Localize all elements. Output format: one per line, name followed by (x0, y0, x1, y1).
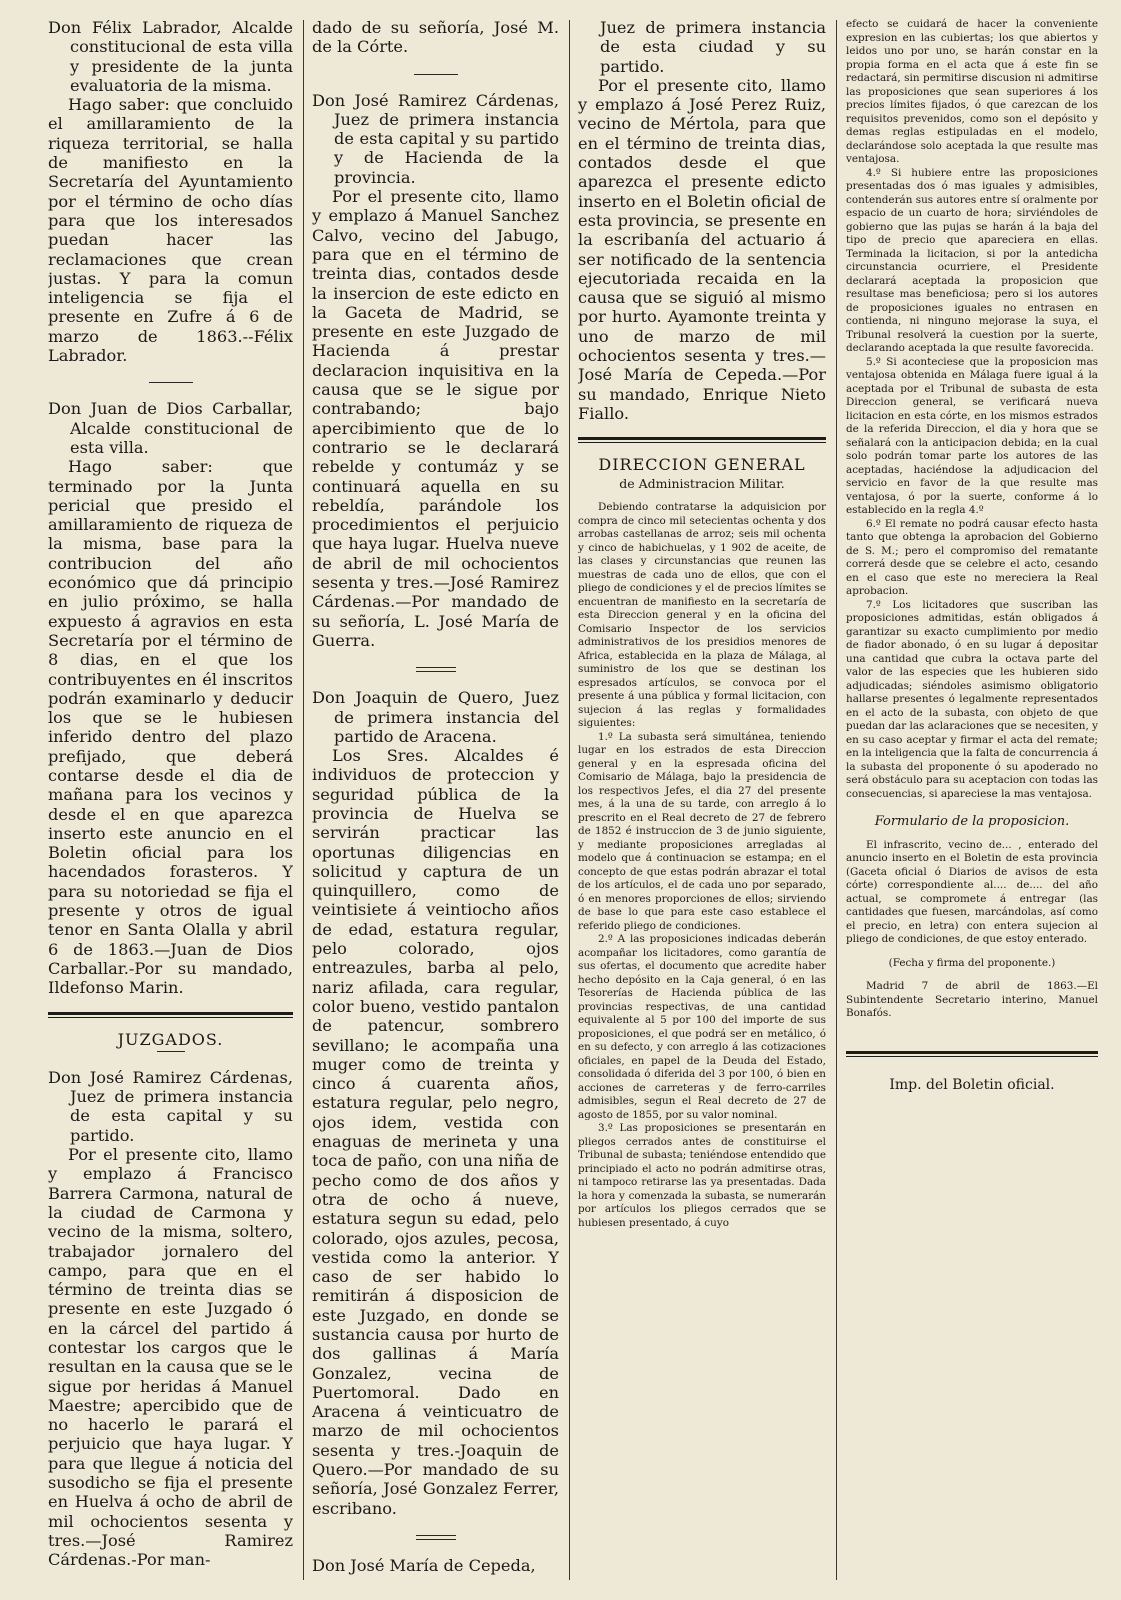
double-separator-rule (416, 667, 456, 672)
column-3 (578, 18, 826, 1592)
separator-rule (149, 382, 193, 383)
title-rule (157, 1051, 185, 1052)
column-1 (48, 18, 293, 1592)
form-signature: (Fecha y firma del proponente.) (888, 956, 1056, 969)
notice-header: Don José Ramirez Cárdenas, Juez de primera instancia de esta capital y su partido y de Hacienda de la provincia. (312, 90, 559, 187)
notice-header: Don José María de Cepeda, (312, 1555, 536, 1575)
section-title-direccion: DIRECCION GENERAL (598, 455, 806, 475)
notice-header: Don Joaquin de Quero, Juez de primera instancia del partido de Aracena. (312, 688, 559, 746)
notice-body: Por el presente cito, llamo y emplazo á Manuel Sanchez Calvo, vecino del Jabugo, para que en el término de treinta dias, contados desde la insercion de este edicto en la Gaceta de Madrid, se presente en este Juzgado de Hacienda á prestar declaracion inquisitiva en la causa que se le sigue por contrabando; bajo apercibimiento que de lo contrario se le declarará rebelde y contumáz y se continuará aquella en su rebeldía, parándole los procedimientos el perjuicio que haya lugar. Huelva nueve de abril de mil ochocientos sesenta y tres.—José Ramirez Cárdenas.—Por mandado de su señoría, L. José María de Guerra. (312, 187, 559, 650)
form-body: El infrascrito, vecino de... , enterado del anuncio inserto en el Boletin de esta provincia (Gaceta oficial ó Diarios de avisos de esta córte) correspondiente al.... de.... del año actual, se compromete á entregar (las cantidades que fuesen, marcándolas, así como el precio, en letra) con entera sujecion al pliego de condiciones, de que estoy enterado. (846, 838, 1098, 945)
notice-body: Hago saber: que concluido el amillaramiento de la riqueza territorial, se halla de manifiesto en la Secretaría del Ayuntamiento por el término de ocho días para que los interesados puedan hacer las reclamaciones que crean justas. Y para la comun inteligencia se fija el presente en Zufre á 6 de marzo de 1863.--Félix Labrador. (48, 95, 293, 366)
announcement-intro: Debiendo contratarse la adquisicion por compra de cinco mil setecientas ochenta y dos arrobas castellanas de arroz; seis mil ochenta y cinco de habichuelas, y 1 902 de aceite, de las clases y circunstancias que reunen las muestras de cada uno de ellos, que con el pliego de condiciones y el de precios límites se encuentran de manifiesto en la secretaría de esta Direccion general y en la oficina del Comisario Inspector de los servicios administrativos de los presidios menores de Africa, establecida en la plaza de Málaga, al suministro de los que se destinan los espresados artículos, se convoca por el presente á una pública y formal licitacion, con sujecion á las reglas y formalidades siguientes: (578, 501, 826, 730)
notice-header: Don Juan de Dios Carballar, Alcalde constitucional de esta villa. (48, 399, 293, 457)
rule-6: 6.º El remate no podrá causar efecto hasta tanto que obtenga la aprobacion del Gobierno de S. M.; pero el compromiso del rematante correrá desde que se celebre el acto, cesando en el caso que este no mereciera la Real aprobacion. (846, 517, 1098, 597)
column-4 (846, 18, 1098, 1592)
footer-rule (846, 1051, 1098, 1057)
notice-continuation: Juez de primera instancia de esta ciudad y su partido. (600, 18, 826, 76)
form-title: Formulario de la proposicion. (874, 814, 1070, 829)
notice-body: Por el presente cito, llamo y emplazo á José Perez Ruiz, vecino de Mértola, para que en el término de treinta dias, contados desde el que aparezca el presente edicto inserto en el Boletin oficial de esta provincia, se presente en la escribanía del actuario á ser notificado de la sentencia ejecutoriada recaida en la causa que se siguió al mismo por hurto. Ayamonte treinta y uno de marzo de mil ochocientos sesenta y tres.—José María de Cepeda.—Por su mandado, Enrique Nieto Fiallo. (578, 75, 826, 423)
separator-rule (414, 74, 458, 75)
column-rule (836, 20, 837, 1580)
rule-7: 7.º Los licitadores que suscriban las proposiciones admitidas, están obligados á garantizar su exacto cumplimiento por medio de fiador abonado, ó en su lugar á depositar una cantidad que cubra la octava parte del valor de las especies que les hubieren sido adjudicadas; siéndoles asimismo obligatorio hallarse presentes ó legalmente representados en el acto de la subasta, con objeto de que puedan dar las aclaraciones que se necesiten, y en su caso aceptar y firmar el acta del remate; en la inteligencia que la falta de concurrencia á la subasta del proponente ó su apoderado no será obstáculo para su aceptacion con todas las consecuencias, si apareciese la mas ventajosa. (846, 598, 1098, 800)
section-rule (48, 1012, 293, 1018)
section-rule (578, 437, 826, 443)
column-rule (569, 20, 570, 1580)
notice-body: Hago saber: que terminado por la Junta pericial que presido el amillaramiento de riqueza de la misma, base para la contribucion del año económico que dá principio en julio próximo, se halla expuesto á agravios en esta Secretaría por el término de 8 dias, en el que los contribuyentes en él inscritos podrán examinarlo y deducir los que se le hubiesen inferido dentro del plazo prefijado, que deberá contarse desde el dia de mañana para los vecinos y desde el en que aparezca inserto este anuncio en el Boletin oficial para los hacendados forasteros. Y para su notoriedad se fija el presente y otros de igual tenor en Santa Olalla y abril 6 de 1863.—Juan de Dios Carballar.-Por su mandado, Ildefonso Marin. (48, 457, 293, 998)
notice-continuation: dado de su señoría, José M. de la Córte. (312, 18, 559, 57)
notice-header: Don José Ramirez Cárdenas, Juez de primera instancia de esta capital y su partido. (48, 1067, 293, 1145)
notice-body: Los Sres. Alcaldes é individuos de proteccion y seguridad pública de la provincia de Huelva se servirán practicar las oportunas diligencias en solicitud y captura de un quinquillero, como de veintisiete á veintiocho años de edad, estatura regular, pelo colorado, ojos entreazules, barba al pelo, nariz afilada, cara regular, color bueno, vestido pantalon de patencur, sombrero sevillano; le acompaña una muger como de treinta y cinco á cuarenta años, estatura regular, pelo negro, ojos idem, vestida con enaguas de merineta y una toca de paño, con una niña de pecho como de dos años y otra de ocho á nueve, estatura segun su edad, pelo colorado, ojos azules, pecosa, vestida como la anterior. Y caso de ser habido lo remitirán á disposicion de este Juzgado, en donde se sustancia causa por hurto de dos gallinas á María Gonzalez, vecina de Puertomoral. Dado en Aracena á veinticuatro de marzo de mil ochocientos sesenta y tres.-Joaquin de Quero.—Por mandado de su señoría, José Gonzalez Ferrer, escribano. (312, 746, 559, 1518)
notice-header: Don Félix Labrador, Alcalde constitucional de esta villa y presidente de la junta evaluatoria de la misma. (48, 18, 293, 95)
column-2 (312, 18, 559, 1592)
imprint: Imp. del Boletin oficial. (889, 1076, 1055, 1093)
rule-3: 3.º Las proposiciones se presentarán en pliegos cerrados antes de constituirse el Tribunal de subasta; teniéndose entendido que principiado el acto no podrán admitirse otras, ni tampoco retirarse las ya presentadas. Dada la hora y comenzada la subasta, se numerarán por artículos los pliegos cerrados que se hubiesen presentado, á cuyo (578, 1122, 826, 1229)
rule-1: 1.º La subasta será simultánea, teniendo lugar en los estrados de esta Direccion general y en la espresada oficina del Comisario de Málaga, bajo la presidencia de los respectivos Jefes, el dia 27 del presente mes, á la una de su tarde, con arreglo á lo prescrito en el Real decreto de 27 de febrero de 1852 é instruccion de 3 de junio siguiente, y mediante proposiciones arregladas al modelo que á continuacion se estampa; en el concepto de que estas podrán abrazar el total de los artículos, el de cada uno por separado, ó en menores proporciones de ellos; sirviendo de base lo que para este caso establece el referido pliego de condiciones. (578, 730, 826, 932)
rule-5: 5.º Si aconteciese que la proposicion mas ventajosa obtenida en Málaga fuere igual á la aceptada por el Tribunal de subasta de esta Direccion general, se verificará nueva licitacion en esta córte, en los mismos estrados de la referida Direccion, el dia y hora que se señalará con la anticipacion debida; en la cual solo podrán tomar parte los autores de las aceptadas, haciéndose la adjudicacion del servicio en favor de la que resulte mas ventajosa, ó por la suerte, conforme á lo establecido en la regla 4.º (846, 355, 1098, 516)
section-subtitle: de Administracion Militar. (619, 476, 785, 492)
notice-body: Por el presente cito, llamo y emplazo á Francisco Barrera Carmona, natural de la ciudad de Carmona y vecino de la misma, soltero, trabajador jornalero del campo, para que en el término de treinta dias se presente en este Juzgado ó en la cárcel del partido á contestar los cargos que le resultan en la causa que se le sigue por heridas á Manuel Maestre; apercibido que de no hacerlo le parará el perjuicio que haya lugar. Y para que llegue á noticia del susodicho se fija el presente en Huelva á ocho de abril de mil ochocientos sesenta y tres.—José Ramirez Cárdenas.-Por man- (48, 1145, 293, 1570)
rule-2: 2.º A las proposiciones indicadas deberán acompañar los licitadores, como garantía de sus ofertas, el documento que acredite haber hecho depósito en la Caja general, ó en las Tesorerías de Hacienda pública de las provincias respectivas, de una cantidad equivalente al 5 por 100 del importe de sus proposiciones, el que podrá ser en metálico, ó en su defecto, y con arreglo á las cotizaciones oficiales, en papel de la Deuda del Estado, consolidada ó diferida del 3 por 100, ó bien en acciones de carreteras y de ferro-carriles admisibles, segun el Real decreto de 27 de agosto de 1855, por su valor nominal. (578, 933, 826, 1121)
double-separator-rule (416, 1535, 456, 1540)
rule-3-continuation: efecto se cuidará de hacer la conveniente expresion en las cubiertas; los que abiertos y leidos uno por uno, se harán constar en la propia forma en el acta que á este fin se redactará, sin permitirse discusion ni admitirse las proposiciones que sean superiores á los precios límites fijados, ó que carezcan de los requisitos prevenidos, como son el depósito y demas reglas estipuladas en el modelo, declarándose solo aceptada la que resulte mas ventajosa. (846, 18, 1098, 165)
closing-signature: Madrid 7 de abril de 1863.—El Subintendente Secretario interino, Manuel Bonafós. (846, 980, 1098, 1019)
column-rule (303, 20, 304, 1580)
section-title-juzgados: JUZGADOS. (117, 1029, 224, 1049)
rule-4: 4.º Si hubiere entre las proposiciones presentadas dos ó mas iguales y admisibles, contenderán sus autores entre sí oralmente por espacio de un cuarto de hora; sirviéndoles de gobierno que las pujas se harán á la baja del tipo de precio que apareciera en ellas. Terminada la licitacion, si por la antedicha circunstancia ocurriere, el Presidente declarará aceptada la proposicion que resultase mas beneficiosa; pero si los autores de proposiciones iguales no entrasen en contienda, ni ninguno mejorase la suya, el Tribunal resolverá la cuestion por la suerte, declarando aceptada la que resulte favorecida. (846, 166, 1098, 354)
